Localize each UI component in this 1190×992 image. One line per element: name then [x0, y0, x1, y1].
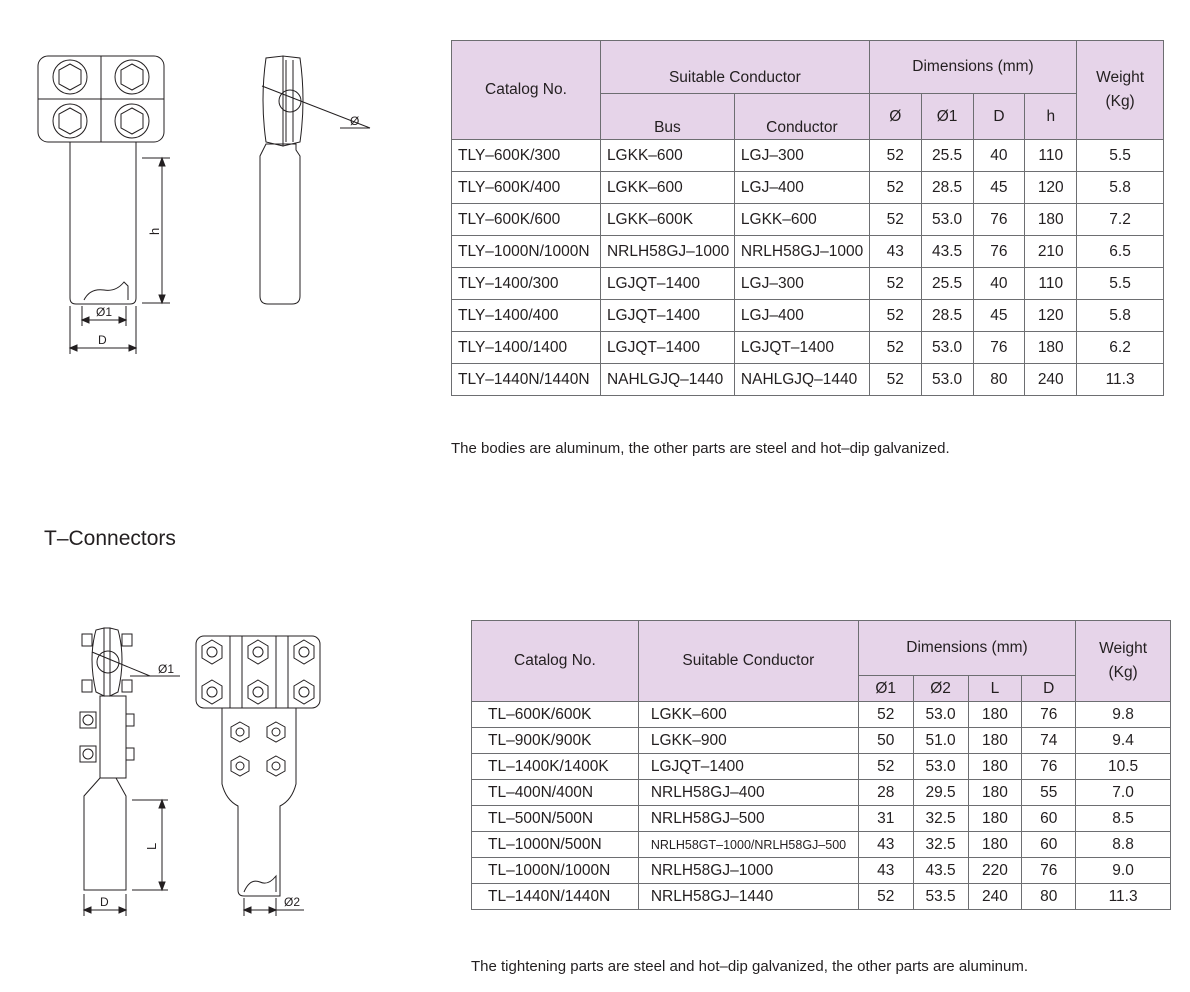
hex-nut-icon: [294, 640, 314, 664]
table-cell: LGJQT–1400: [600, 332, 734, 364]
dim-h-label: h: [147, 227, 162, 235]
table-cell: LGJQT–1400: [734, 332, 869, 364]
table-cell: 74: [1022, 728, 1076, 754]
dim-l-label: L: [144, 842, 159, 850]
table-row: [472, 806, 1171, 832]
table-cell: 32.5: [913, 832, 968, 858]
table-cell: NRLH58GJ–1440: [638, 884, 858, 910]
bolt-icon: [80, 746, 134, 762]
table-cell: 60: [1022, 806, 1076, 832]
bottom-table-note: The tightening parts are steel and hot–dip galvanized, the other parts are aluminum.: [471, 958, 1029, 975]
barrel-side: [260, 144, 300, 304]
section-title: T–Connectors: [44, 527, 176, 550]
table-cell: 50: [858, 728, 913, 754]
table-cell: 180: [968, 806, 1022, 832]
table-cell: 53.0: [921, 204, 973, 236]
table-cell: LGKK–600: [600, 140, 734, 172]
table-cell: 7.0: [1076, 780, 1171, 806]
table-cell: 9.8: [1076, 702, 1171, 728]
header-weight: [1076, 621, 1171, 702]
table-cell: 180: [1025, 332, 1077, 364]
table-cell: 180: [968, 780, 1022, 806]
tl-connector-drawing: [0, 600, 440, 930]
dim-d-label: D: [100, 895, 109, 909]
header-phi2: Ø2: [913, 676, 968, 702]
table-cell: 53.0: [921, 364, 973, 396]
table-cell: TLY–1000N/1000N: [452, 236, 601, 268]
table-cell: TLY–1440N/1440N: [452, 364, 601, 396]
table-cell: 53.5: [913, 884, 968, 910]
table-cell: LGJQT–1400: [600, 268, 734, 300]
table-row: [472, 728, 1171, 754]
table-cell: 8.8: [1076, 832, 1171, 858]
table-cell: TLY–1400/1400: [452, 332, 601, 364]
header-d: D: [973, 94, 1025, 140]
table-cell: LGJ–400: [734, 300, 869, 332]
table-cell: LGKK–600K: [600, 204, 734, 236]
table-cell: 9.0: [1076, 858, 1171, 884]
table-cell: 76: [1022, 754, 1076, 780]
table-cell: NRLH58GJ–1000: [638, 858, 858, 884]
header-l: L: [968, 676, 1022, 702]
table-cell: TL–1000N/1000N: [472, 858, 639, 884]
hex-nut-icon: [202, 640, 222, 664]
table-row: [472, 832, 1171, 858]
table-cell: 43.5: [921, 236, 973, 268]
table-cell: 40: [973, 268, 1025, 300]
barrel-front: [70, 142, 136, 304]
header-suitable-conductor: Suitable Conductor: [600, 41, 869, 94]
clamp-side: [92, 628, 104, 696]
table-cell: 40: [973, 140, 1025, 172]
table-cell: 52: [869, 364, 921, 396]
table-cell: TL–900K/900K: [472, 728, 639, 754]
table-cell: 52: [858, 702, 913, 728]
header-weight-unit: (Kg): [1105, 93, 1135, 110]
header-weight-unit: (Kg): [1108, 664, 1138, 681]
table-cell: 51.0: [913, 728, 968, 754]
table-row: [452, 364, 1164, 396]
header-catalog-no: Catalog No.: [472, 621, 639, 702]
table-cell: TL–400N/400N: [472, 780, 639, 806]
table-cell: 25.5: [921, 140, 973, 172]
table-cell: 29.5: [913, 780, 968, 806]
table-cell: 76: [973, 332, 1025, 364]
table-cell: 28: [858, 780, 913, 806]
hex-nut-icon: [248, 640, 268, 664]
table-cell: 52: [858, 884, 913, 910]
bolt-head-icon: [53, 104, 87, 138]
table-row: [452, 140, 1164, 172]
dim-phi-label: Ø: [350, 114, 360, 128]
table-cell: LGJ–300: [734, 140, 869, 172]
hex-nut-icon: [294, 680, 314, 704]
table-cell: NRLH58GJ–1000: [600, 236, 734, 268]
table-cell: 9.4: [1076, 728, 1171, 754]
table-cell: 76: [1022, 702, 1076, 728]
table-cell: TLY–600K/400: [452, 172, 601, 204]
table-cell: 55: [1022, 780, 1076, 806]
table-cell: TLY–600K/600: [452, 204, 601, 236]
header-suitable-conductor: Suitable Conductor: [638, 621, 858, 702]
table-cell: NRLH58GJ–400: [638, 780, 858, 806]
table-cell: 45: [973, 172, 1025, 204]
hex-nut-icon: [267, 756, 285, 776]
header-bus: Bus: [600, 94, 734, 140]
table-cell: 8.5: [1076, 806, 1171, 832]
table-cell: 52: [869, 300, 921, 332]
table-cell: NRLH58GJ–500: [638, 806, 858, 832]
header-d: D: [1022, 676, 1076, 702]
table-cell: 52: [869, 204, 921, 236]
header-conductor: Conductor: [734, 94, 869, 140]
tly-spec-table: [451, 40, 1164, 396]
table-cell: 76: [1022, 858, 1076, 884]
table-row: [452, 172, 1164, 204]
table-cell: 240: [968, 884, 1022, 910]
header-weight: [1077, 41, 1164, 140]
table-cell: 53.0: [913, 702, 968, 728]
table-row: [452, 236, 1164, 268]
header-weight-label: Weight: [1096, 69, 1145, 86]
header-dimensions: Dimensions (mm): [869, 41, 1076, 94]
hex-nut-icon: [231, 722, 249, 742]
bolt-head-icon: [53, 60, 87, 94]
table-cell: 110: [1025, 140, 1077, 172]
tl-spec-table: [471, 620, 1171, 910]
table-cell: 120: [1025, 300, 1077, 332]
table-cell: NAHLGJQ–1440: [600, 364, 734, 396]
header-phi1: Ø1: [921, 94, 973, 140]
table-row: [452, 332, 1164, 364]
barrel-side: [84, 778, 126, 890]
bolt-icon: [82, 680, 132, 692]
header-phi1: Ø1: [858, 676, 913, 702]
header-catalog-no: Catalog No.: [452, 41, 601, 140]
table-row: [472, 884, 1171, 910]
table-row: [472, 780, 1171, 806]
table-cell: 5.5: [1077, 268, 1164, 300]
table-cell: 180: [968, 754, 1022, 780]
table-cell: 32.5: [913, 806, 968, 832]
table-cell: 180: [968, 832, 1022, 858]
hex-nut-icon: [267, 722, 285, 742]
table-cell: 76: [973, 236, 1025, 268]
table-row: [472, 858, 1171, 884]
table-cell: 240: [1025, 364, 1077, 396]
table-cell: 7.2: [1077, 204, 1164, 236]
table-cell: TLY–600K/300: [452, 140, 601, 172]
table-cell: 25.5: [921, 268, 973, 300]
table-cell: 220: [968, 858, 1022, 884]
table-cell: 60: [1022, 832, 1076, 858]
header-weight-label: Weight: [1099, 640, 1148, 657]
table-cell: 11.3: [1076, 884, 1171, 910]
table-cell: 180: [1025, 204, 1077, 236]
table-cell: LGJ–400: [734, 172, 869, 204]
bolt-head-icon: [115, 60, 149, 94]
bolt-head-icon: [115, 104, 149, 138]
table-cell: 43.5: [913, 858, 968, 884]
hex-nut-icon: [248, 680, 268, 704]
table-cell: TL–1000N/500N: [472, 832, 639, 858]
table-cell: TLY–1400/400: [452, 300, 601, 332]
table-cell: LGKK–600: [600, 172, 734, 204]
table-cell: 80: [1022, 884, 1076, 910]
table-cell: LGKK–600: [638, 702, 858, 728]
table-cell: NRLH58GT–1000/NRLH58GJ–500: [638, 832, 858, 858]
table-cell: 6.5: [1077, 236, 1164, 268]
table-cell: 43: [858, 858, 913, 884]
table-cell: 5.8: [1077, 172, 1164, 204]
header-dimensions: Dimensions (mm): [858, 621, 1075, 676]
clamp-head-side: [263, 56, 283, 146]
table-cell: 43: [869, 236, 921, 268]
table-cell: 76: [973, 204, 1025, 236]
table-cell: TL–1400K/1400K: [472, 754, 639, 780]
header-phi: Ø: [869, 94, 921, 140]
table-cell: 52: [858, 754, 913, 780]
dim-phi2-label: Ø2: [284, 895, 301, 909]
table-row: [472, 754, 1171, 780]
table-cell: TL–1440N/1440N: [472, 884, 639, 910]
table-cell: 28.5: [921, 300, 973, 332]
table-cell: LGJQT–1400: [638, 754, 858, 780]
table-cell: 110: [1025, 268, 1077, 300]
table-cell: 53.0: [913, 754, 968, 780]
table-cell: 180: [968, 728, 1022, 754]
table-row: [452, 300, 1164, 332]
table-cell: LGKK–600: [734, 204, 869, 236]
table-cell: 52: [869, 140, 921, 172]
hex-nut-icon: [202, 680, 222, 704]
table-row: [452, 204, 1164, 236]
table-cell: TLY–1400/300: [452, 268, 601, 300]
table-cell: 210: [1025, 236, 1077, 268]
table-row: [452, 268, 1164, 300]
table-cell: NAHLGJQ–1440: [734, 364, 869, 396]
table-cell: 10.5: [1076, 754, 1171, 780]
table-cell: 53.0: [921, 332, 973, 364]
bolt-icon: [82, 634, 132, 646]
table-cell: 120: [1025, 172, 1077, 204]
tly-table-body: [452, 140, 1164, 396]
dim-phi1-label: Ø1: [158, 662, 175, 676]
table-cell: LGJ–300: [734, 268, 869, 300]
bolt-icon: [80, 712, 134, 728]
table-cell: 52: [869, 332, 921, 364]
hex-nut-icon: [231, 756, 249, 776]
table-cell: 5.5: [1077, 140, 1164, 172]
table-cell: LGJQT–1400: [600, 300, 734, 332]
table-cell: 45: [973, 300, 1025, 332]
tl-table-body: [472, 702, 1171, 910]
table-cell: 11.3: [1077, 364, 1164, 396]
table-cell: 28.5: [921, 172, 973, 204]
table-cell: 43: [858, 832, 913, 858]
table-cell: 52: [869, 172, 921, 204]
dim-d-label: D: [98, 333, 107, 347]
table-cell: 80: [973, 364, 1025, 396]
table-cell: TL–500N/500N: [472, 806, 639, 832]
table-cell: 5.8: [1077, 300, 1164, 332]
table-cell: TL–600K/600K: [472, 702, 639, 728]
table-cell: 52: [869, 268, 921, 300]
table-cell: 6.2: [1077, 332, 1164, 364]
table-cell: NRLH58GJ–1000: [734, 236, 869, 268]
header-h: h: [1025, 94, 1077, 140]
dim-phi1-label: Ø1: [96, 305, 113, 319]
table-cell: 180: [968, 702, 1022, 728]
table-cell: 31: [858, 806, 913, 832]
top-table-note: The bodies are aluminum, the other parts are steel and hot–dip galvanized.: [451, 440, 950, 457]
table-row: [472, 702, 1171, 728]
table-cell: LGKK–900: [638, 728, 858, 754]
tly-terminal-drawing: [0, 0, 430, 370]
